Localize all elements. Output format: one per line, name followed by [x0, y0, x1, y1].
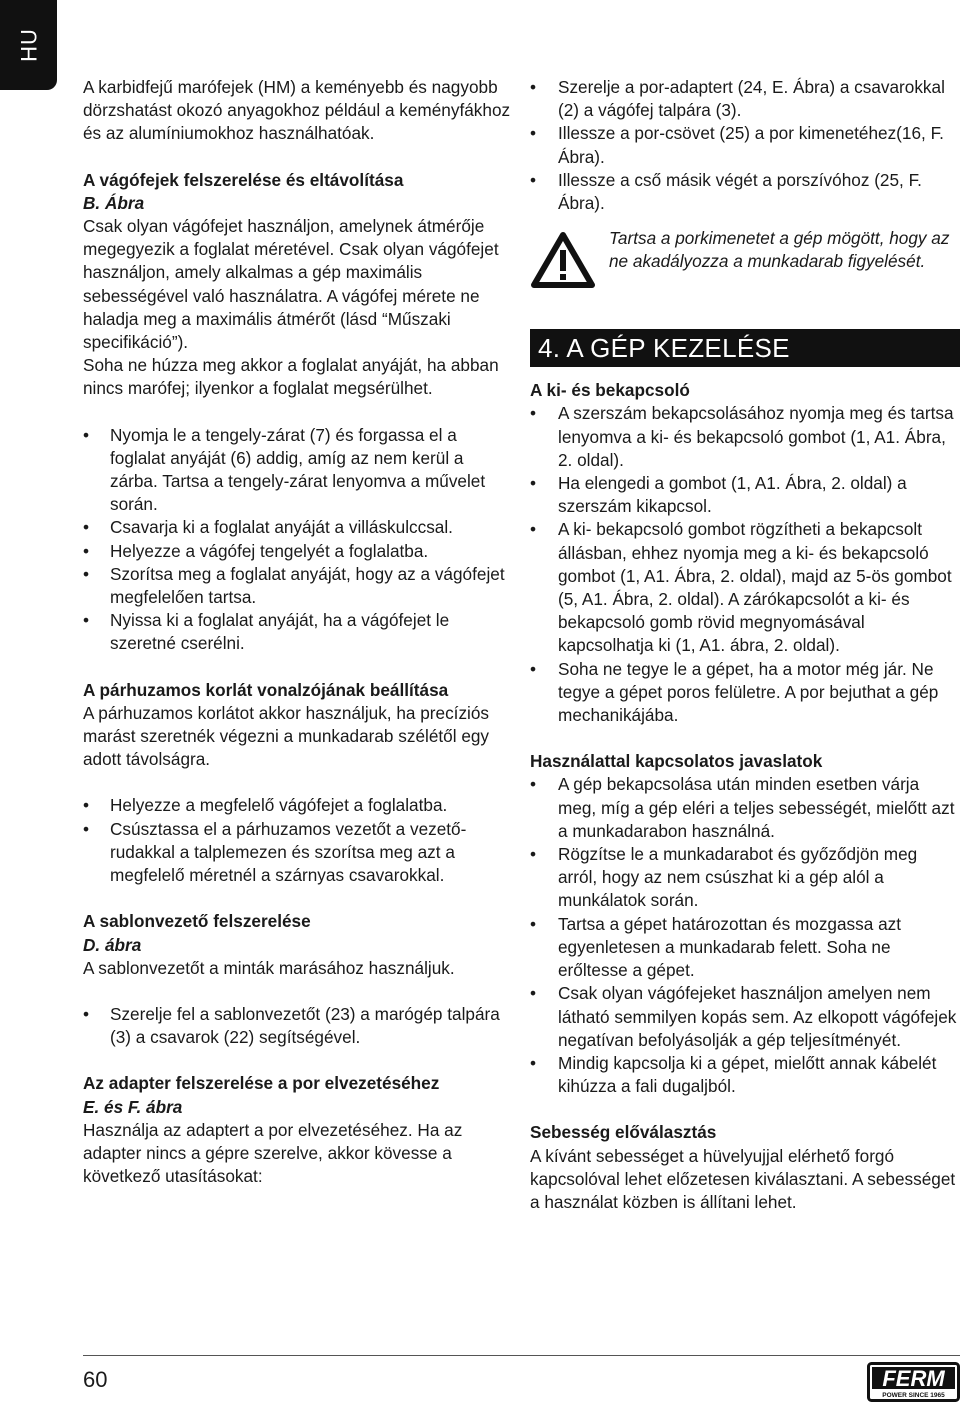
- logo-tagline: POWER SINCE 1965: [882, 1392, 945, 1399]
- heading-parallel-fence: A párhuzamos korlát vonalzójának beállítása: [83, 679, 449, 700]
- collet-warning-paragraph: Soha ne húzza meg akkor a foglalat anyáját, ha abban nincs marófej; ilyenkor a foglalat megsérülhet.: [83, 355, 499, 399]
- list-item: • Illessze a por-csövet (25) a por kimenetéhez(16, F. Ábra).: [530, 122, 960, 168]
- heading-template-guide: A sablonvezető felszerelése: [83, 911, 311, 932]
- warning-text: Tartsa a porkimenetet a gép mögött, hogy az ne akadályozza a munkadarab figyelését.: [609, 228, 950, 272]
- parallel-fence-steps-list: [83, 794, 513, 887]
- dust-adapter-paragraph: Használja az adaptert a por elvezetéséhez. Ha az adapter nincs a gépre szerelve, akkor kövesse a következő utasításokat:: [83, 1119, 463, 1187]
- heading-cutter-mounting: A vágófejek felszerelése és eltávolítása: [83, 169, 404, 190]
- list-item: • Szerelje a por-adaptert (24, E. Ábra) a csavarokkal (2) a vágófej talpára (3).: [530, 76, 960, 122]
- logo-text: FERM: [882, 1366, 945, 1391]
- list-item: • A ki- bekapcsoló gombot rögzítheti a bekapcsolt állásban, ehhez nyomja meg a ki- és bekapcsoló gombot (1, A1. Ábra, 2. oldal), majd az 5-ös gombot (5, A1. Ábra, 2. oldal). A zárókapcsolót a ki- és bekapcsoló gomb rövid megnyomásával kapcsolhatja ki (1, A1. ábra, 2. oldal).: [530, 518, 960, 657]
- list-item: • A gép bekapcsolása után minden esetben várja meg, míg a gép eléri a teljes sebességét, mielőtt azt a munkadarabon használná.: [530, 773, 960, 843]
- cutter-steps-list: [83, 424, 513, 656]
- list-item: • Mindig kapcsolja ki a gépet, mielőtt annak kábelét kihúzza a fali dugaljból.: [530, 1052, 960, 1098]
- cutter-size-paragraph: Csak olyan vágófejet használjon, amelynek átmérője megegyezik a foglalat méretével. Csak olyan vágófejet használjon, amely alkalmas a gép maximális sebességével való használatra. A vágófej mérete ne haladja meg a maximális átmérőt (lásd “Műszaki specifikáció”).: [83, 216, 499, 353]
- list-item: • Szorítsa meg a foglalat anyáját, hogy az a vágófejet megfelelően tartsa.: [83, 563, 513, 609]
- template-guide-steps-list: [83, 1003, 513, 1049]
- list-item: • A szerszám bekapcsolásához nyomja meg és tartsa lenyomva a ki- és bekapcsoló gombot (1, A1. Ábra, 2. oldal).: [530, 402, 960, 472]
- list-item: • Nyissa ki a foglalat anyáját, ha a vágófejet le szeretné cserélni.: [83, 609, 513, 655]
- intro-paragraph: A karbidfejű marófejek (HM) a keményebb és nagyobb dörzshatást okozó anyagokhoz például a keményfákhoz és az alumíniumokhoz használhatóak.: [83, 77, 511, 144]
- template-guide-paragraph: A sablonvezetőt a minták marásához használjuk.: [83, 957, 455, 978]
- switch-steps-list: [530, 402, 960, 727]
- list-item: • Ha elengedi a gombot (1, A1. Ábra, 2. oldal) a szerszám kikapcsol.: [530, 472, 960, 518]
- ferm-logo: [867, 1362, 960, 1402]
- figure-ref-ef: E. és F. ábra: [83, 1096, 183, 1117]
- page-number: 60: [83, 1367, 108, 1392]
- list-item: • Csavarja ki a foglalat anyáját a villáskulccsal.: [83, 516, 513, 539]
- list-item: • Csak olyan vágófejeket használjon amelyen nem látható semmilyen kopás sem. Az elkopott vágófejek negatívan befolyásolják a gép teljesítményét.: [530, 982, 960, 1052]
- heading-usage-tips: Használattal kapcsolatos javaslatok: [530, 751, 823, 772]
- list-item: • Szerelje fel a sablonvezetőt (23) a marógép talpára (3) a csavarok (22) segítségével.: [83, 1003, 513, 1049]
- dust-adapter-steps-list: [530, 76, 960, 215]
- warning-notice: [530, 227, 960, 307]
- list-item: • Illessze a cső másik végét a porszívóhoz (25, F. Ábra).: [530, 169, 960, 215]
- footer-divider: [83, 1355, 960, 1356]
- list-item: • Nyomja le a tengely-zárat (7) és forgassa el a foglalat anyáját (6) addig, amíg az nem kerül a zárba. Tartsa a tengely-zárat lenyomva a művelet során.: [83, 424, 513, 517]
- heading-on-off-switch: A ki- és bekapcsoló: [530, 380, 690, 401]
- usage-tips-list: [530, 773, 960, 1098]
- language-code: HU: [15, 28, 41, 62]
- parallel-fence-paragraph: A párhuzamos korlátot akkor használjuk, ha precíziós marást szeretnék végezni a munkadarab szélétől egy adott távolságra.: [83, 702, 490, 770]
- speed-preselection-paragraph: A kívánt sebességet a hüvelyujjal elérhető forgó kapcsolóval lehet előzetesen kiválasztani. A sebességet a használat közben is állítani lehet.: [530, 1145, 956, 1212]
- figure-ref-d: D. ábra: [83, 934, 142, 955]
- figure-ref-b: B. Ábra: [83, 192, 145, 213]
- list-item: • Soha ne tegye le a gépet, ha a motor még jár. Ne tegye a gépet poros felületre. A por bejuthat a gép mechanikájába.: [530, 658, 960, 728]
- left-column: [83, 76, 513, 1188]
- heading-dust-adapter: Az adapter felszerelése a por elvezetéséhez: [83, 1073, 440, 1094]
- list-item: • Helyezze a megfelelő vágófejet a foglalatba.: [83, 794, 513, 817]
- list-item: • Tartsa a gépet határozottan és mozgassa azt egyenletesen a munkadarab felett. Soha ne erőltesse a gépet.: [530, 913, 960, 983]
- list-item: • Csúsztassa el a párhuzamos vezetőt a vezetőrudakkal a talplemezen és szorítsa meg azt a megfelelő méretnél a szárnyas csavarokkal.: [83, 818, 513, 888]
- list-item: • Rögzítse le a munkadarabot és győződjön meg arról, hogy az nem csúszhat ki a gép alól a munkálatok során.: [530, 843, 960, 913]
- right-column: [530, 76, 960, 1214]
- heading-speed-preselection: Sebesség előválasztás: [530, 1122, 717, 1143]
- section-title-bar: 4. A GÉP KEZELÉSE: [530, 329, 960, 367]
- language-tab: [0, 0, 57, 90]
- warning-triangle-icon: [530, 231, 596, 289]
- list-item: • Helyezze a vágófej tengelyét a foglalatba.: [83, 540, 513, 563]
